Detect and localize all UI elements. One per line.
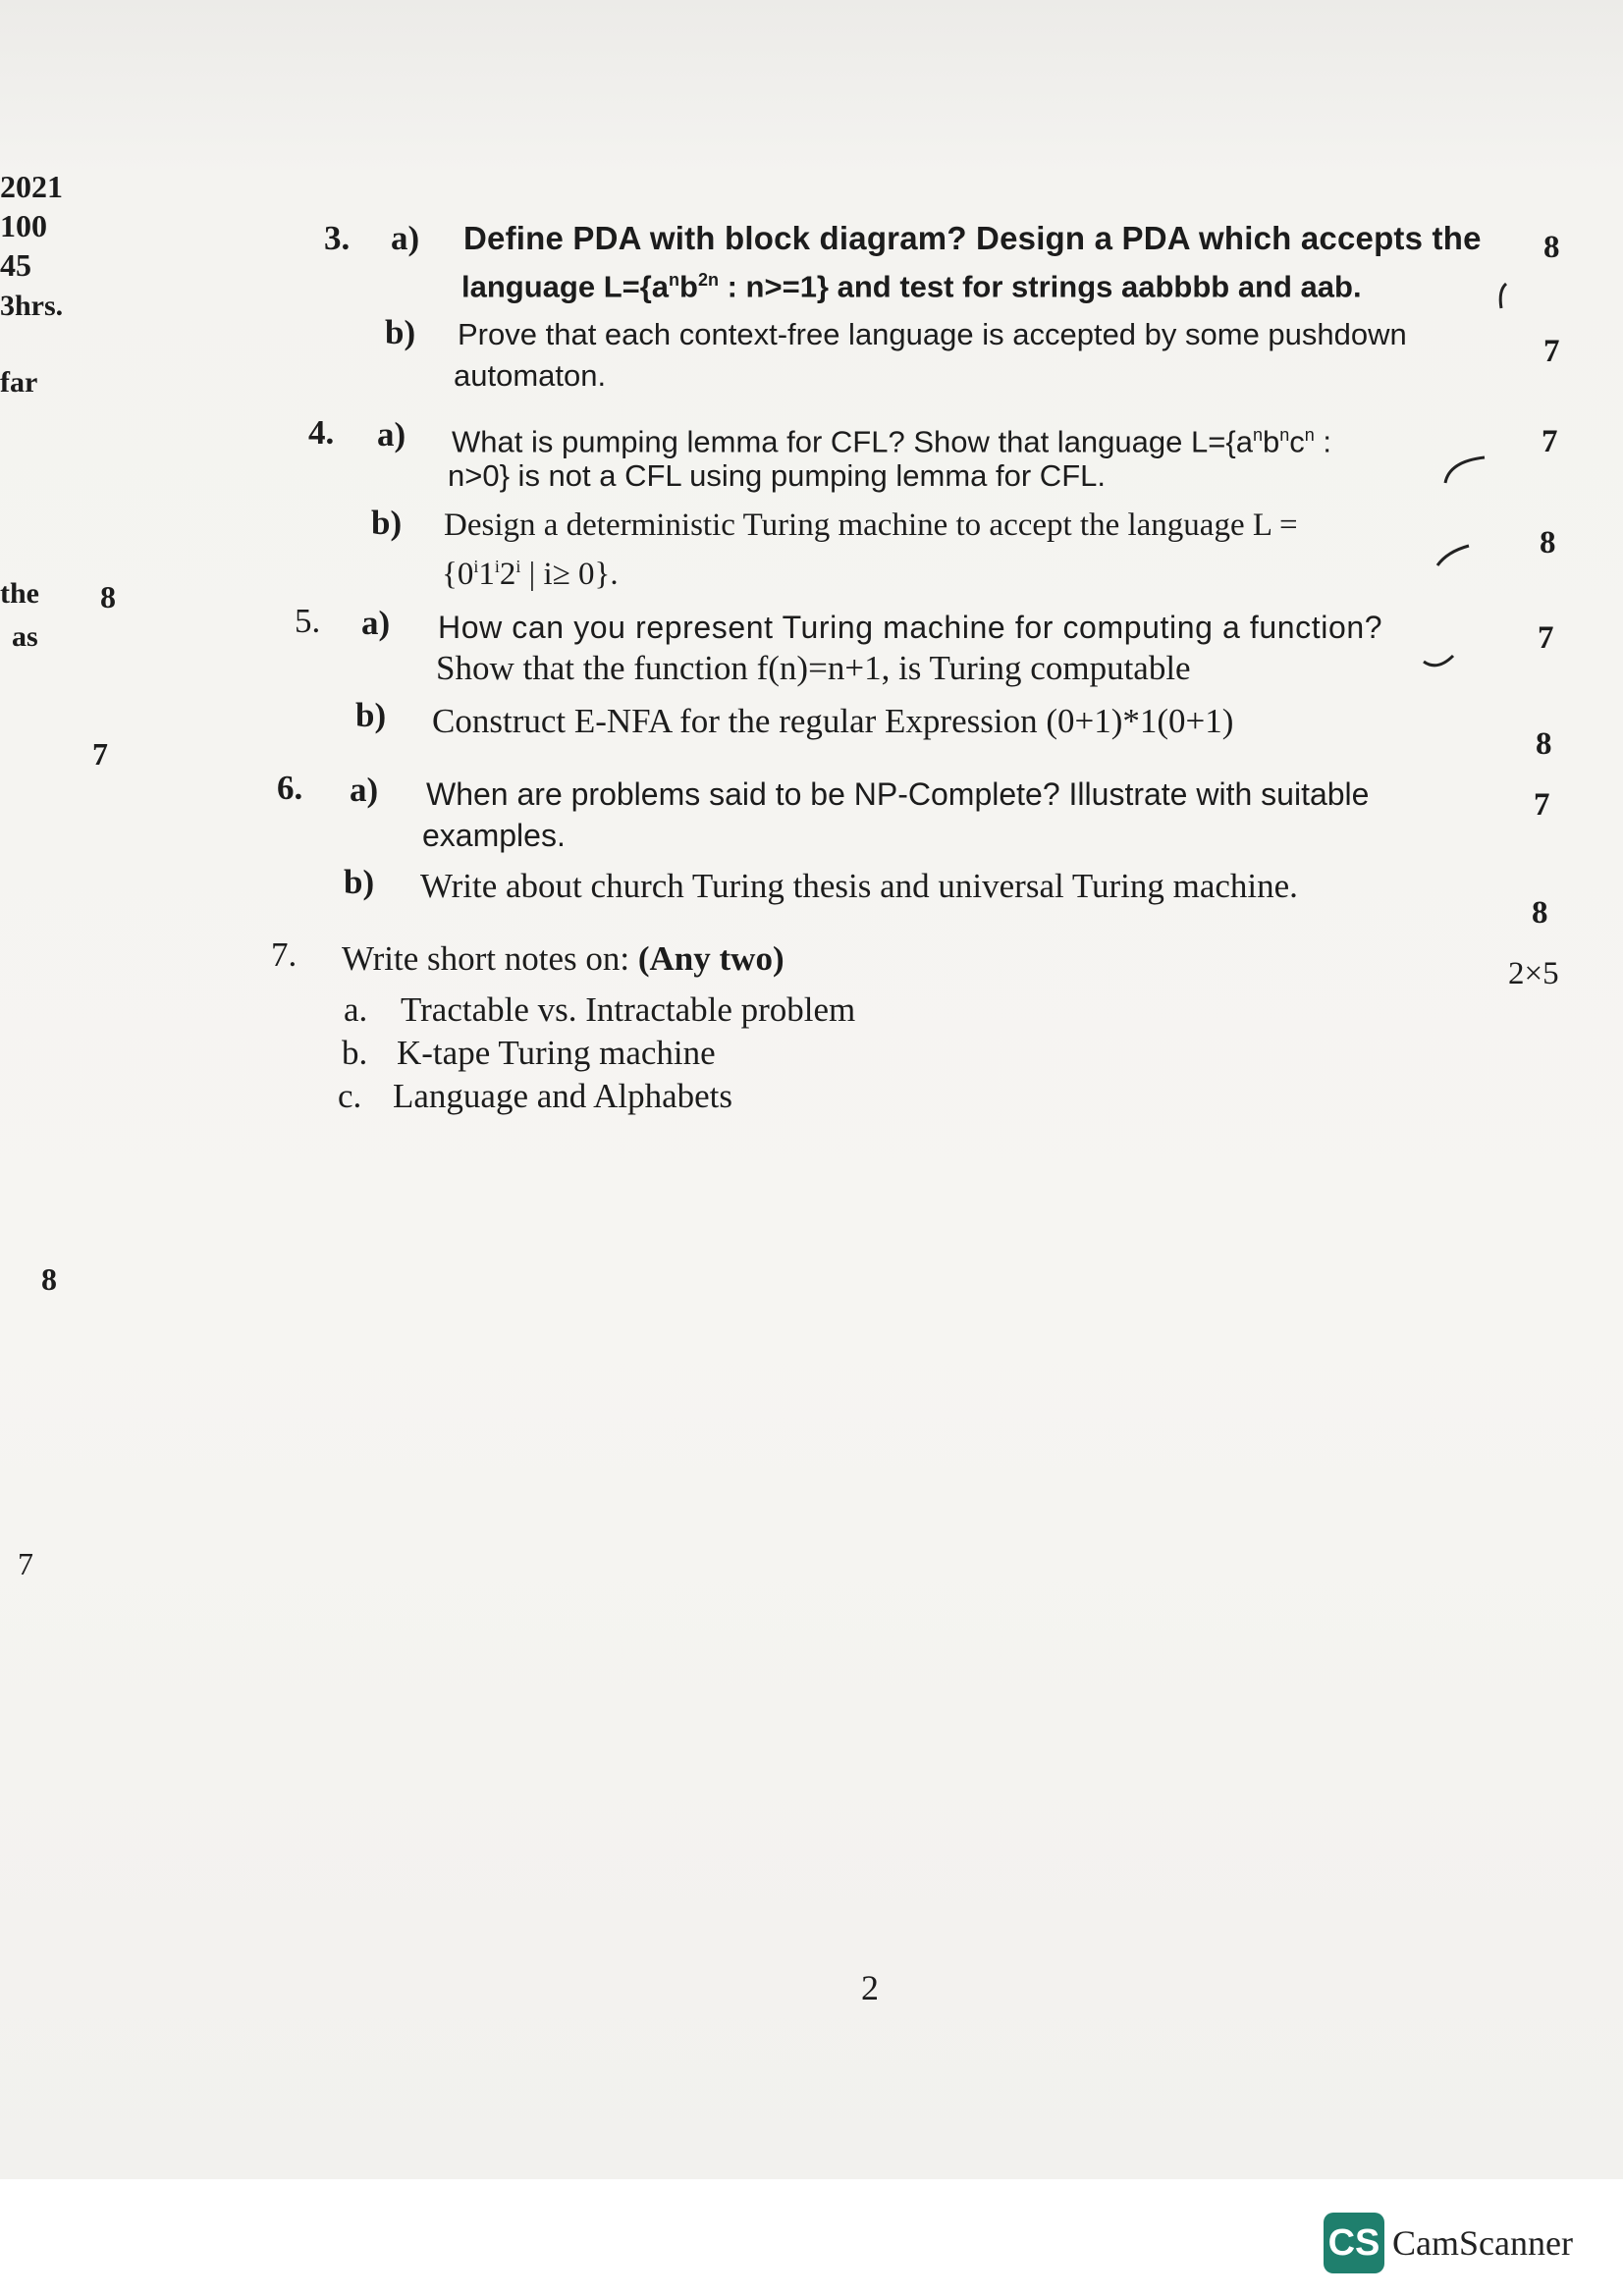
margin-fragment: 3hrs. bbox=[0, 290, 64, 322]
list-item: Tractable vs. Intractable problem bbox=[401, 990, 856, 1029]
sub-label: b) bbox=[344, 863, 375, 901]
sub-label: a) bbox=[350, 771, 379, 809]
question-text: Construct E-NFA for the regular Expression (0+1)*1(0+1) bbox=[432, 702, 1234, 740]
marks: 8 bbox=[1532, 895, 1548, 931]
question-text: Write about church Turing thesis and universal Turing machine. bbox=[420, 867, 1298, 905]
margin-fragment: the bbox=[0, 577, 39, 610]
sub-label: b) bbox=[385, 313, 416, 351]
margin-fragment: far bbox=[0, 366, 38, 399]
marks: 7 bbox=[1543, 334, 1560, 369]
sub-label: a) bbox=[391, 219, 420, 257]
marks: 8 bbox=[1536, 726, 1552, 762]
margin-fragment: 7 bbox=[92, 736, 108, 772]
question-text: Write short notes on: (Any two) bbox=[342, 939, 784, 978]
list-item-label: c. bbox=[338, 1077, 362, 1115]
marks: 7 bbox=[1538, 620, 1554, 656]
question-text: {0$^i$1$^i$2$^i$ | i≥ 0}. bbox=[442, 557, 619, 592]
question-text: examples. bbox=[422, 818, 566, 853]
margin-fragment: 7 bbox=[18, 1546, 33, 1581]
marks: 2×5 bbox=[1508, 956, 1559, 991]
list-item-label: a. bbox=[344, 990, 368, 1029]
camscanner-logo: CS bbox=[1324, 2213, 1384, 2273]
sub-label: b) bbox=[355, 696, 387, 734]
marks: 8 bbox=[1540, 525, 1556, 561]
list-item-label: b. bbox=[342, 1034, 368, 1072]
question-text: n>0} is not a CFL using pumping lemma for CFL. bbox=[448, 458, 1106, 493]
page-number: 2 bbox=[861, 1968, 879, 2007]
margin-fragment: 45 bbox=[0, 247, 31, 283]
question-number: 4. bbox=[308, 413, 335, 452]
question-number: 6. bbox=[277, 769, 303, 807]
question-text: How can you represent Turing machine for computing a function? bbox=[438, 610, 1383, 645]
sub-label: a) bbox=[361, 604, 391, 642]
margin-fragment: as bbox=[12, 620, 38, 653]
margin-fragment: 8 bbox=[100, 579, 116, 614]
margin-fragment: 8 bbox=[41, 1261, 57, 1297]
question-text: Design a deterministic Turing machine to accept the language L = bbox=[444, 507, 1298, 543]
question-text: When are problems said to be NP-Complete? Illustrate with suitable bbox=[426, 776, 1370, 812]
sub-label: b) bbox=[371, 504, 403, 542]
pen-mark-icon bbox=[1492, 281, 1512, 312]
pen-mark-icon bbox=[1439, 452, 1488, 487]
question-text: Prove that each context-free language is accepted by some pushdown bbox=[458, 317, 1407, 351]
marks: 7 bbox=[1534, 787, 1550, 823]
list-item: K-tape Turing machine bbox=[397, 1034, 716, 1072]
question-text: automaton. bbox=[454, 358, 607, 393]
question-text: Show that the function f(n)=n+1, is Turing computable bbox=[436, 649, 1191, 687]
pen-mark-icon bbox=[1434, 540, 1473, 569]
margin-fragment: 2021 bbox=[0, 169, 63, 204]
sub-label: a) bbox=[377, 415, 406, 454]
margin-fragment: 100 bbox=[0, 208, 47, 243]
pen-mark-icon bbox=[1420, 648, 1459, 673]
question-number: 3. bbox=[324, 219, 351, 257]
question-number: 7. bbox=[271, 935, 298, 974]
question-text: language $L=\{a^nb^{2n}$ : n>=1} and test for strings aabbbb and aab. bbox=[461, 269, 1362, 304]
marks: 7 bbox=[1542, 424, 1558, 459]
question-text: What is pumping lemma for CFL? Show that language $L=\{a^nb^nc^n$ : bbox=[452, 424, 1331, 459]
question-number: 5. bbox=[295, 602, 321, 640]
camscanner-brand: CamScanner bbox=[1392, 2223, 1573, 2263]
question-text: Define PDA with block diagram? Design a PDA which accepts the bbox=[463, 220, 1482, 256]
marks: 8 bbox=[1543, 230, 1560, 265]
list-item: Language and Alphabets bbox=[393, 1077, 733, 1115]
